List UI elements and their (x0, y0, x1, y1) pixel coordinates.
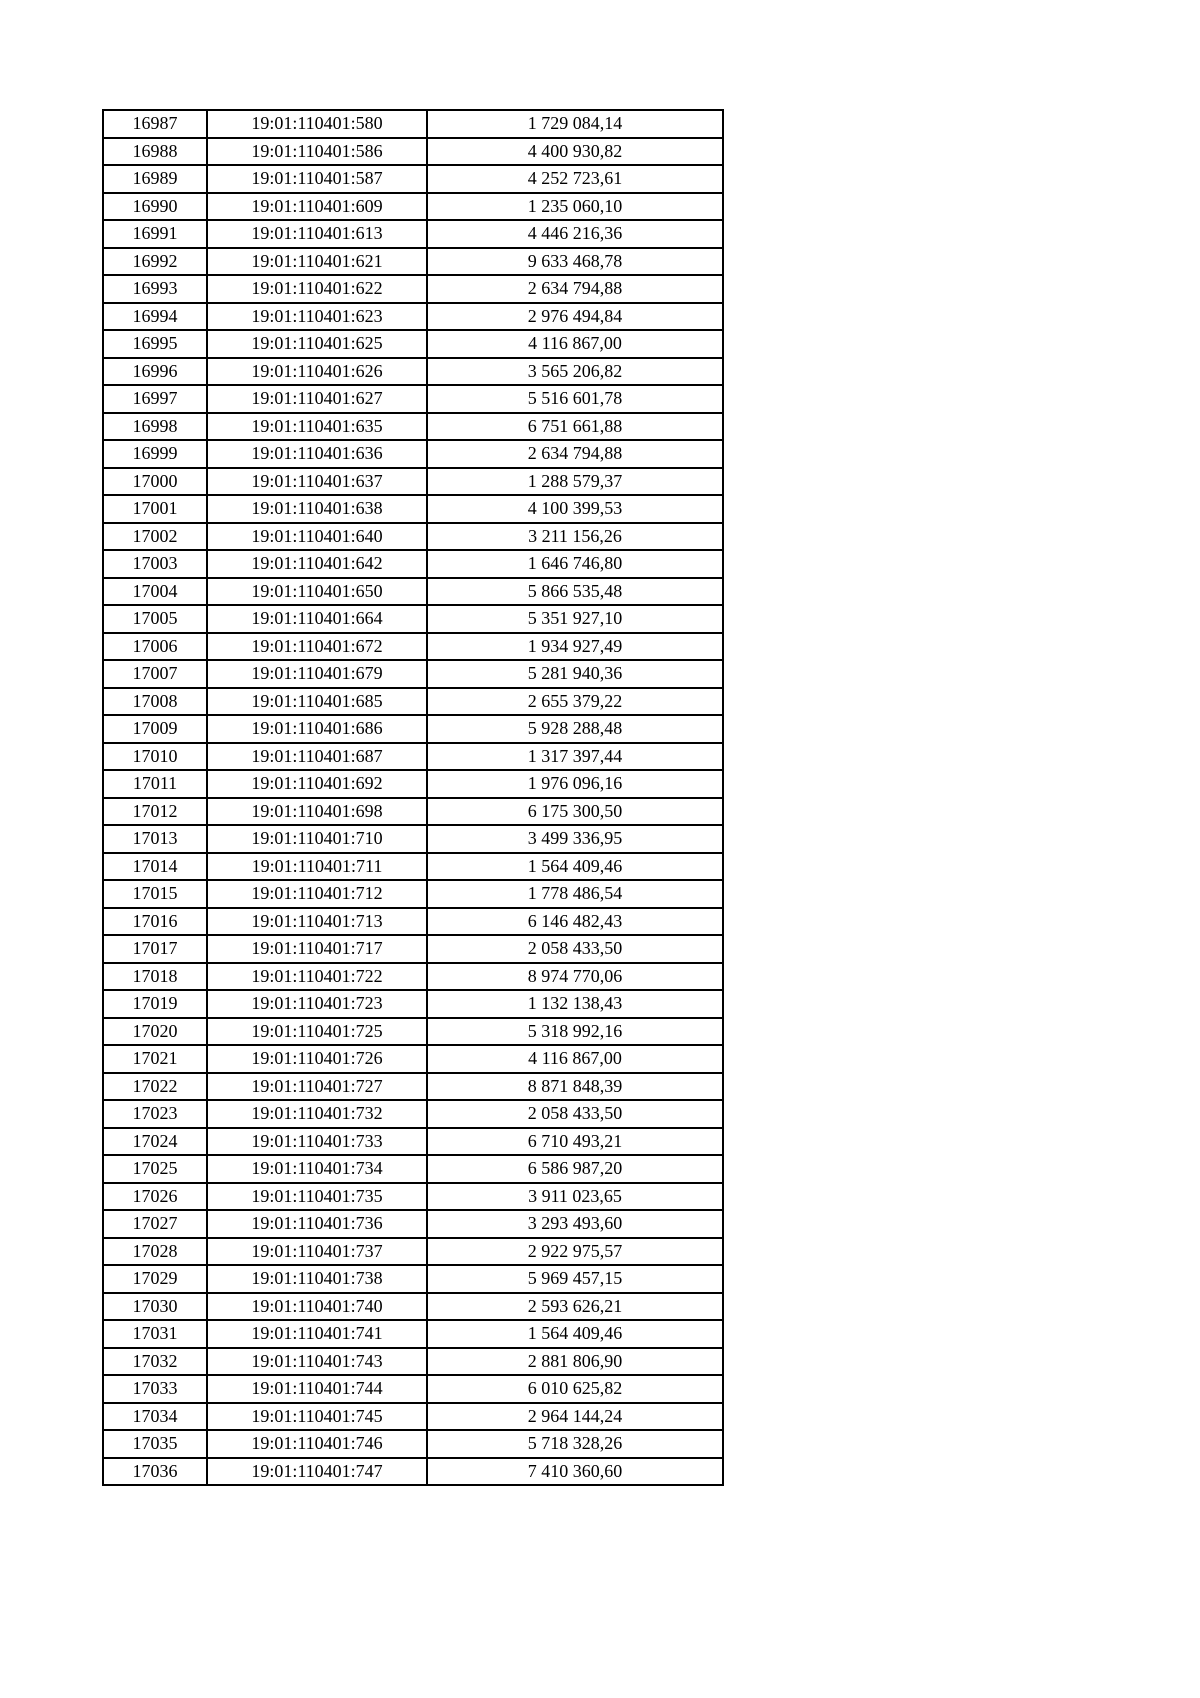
table-row (103, 1320, 723, 1348)
cadastral-number-cell: 19:01:110401:625 (207, 330, 427, 358)
cadastral-value-cell: 2 634 794,88 (427, 440, 723, 468)
cadastral-number-cell: 19:01:110401:672 (207, 633, 427, 661)
table-row (103, 688, 723, 716)
cadastral-number-cell: 19:01:110401:627 (207, 385, 427, 413)
table-row (103, 330, 723, 358)
cadastral-number-cell: 19:01:110401:744 (207, 1375, 427, 1403)
table-row (103, 908, 723, 936)
row-number-cell: 17004 (103, 578, 207, 606)
cadastral-value-cell: 2 655 379,22 (427, 688, 723, 716)
table-row (103, 1128, 723, 1156)
cadastral-number-cell: 19:01:110401:722 (207, 963, 427, 991)
row-number-cell: 17026 (103, 1183, 207, 1211)
row-number-cell: 16991 (103, 220, 207, 248)
table-row (103, 440, 723, 468)
cadastral-number-cell: 19:01:110401:626 (207, 358, 427, 386)
table-row (103, 798, 723, 826)
cadastral-value-cell: 1 132 138,43 (427, 990, 723, 1018)
table-row (103, 1375, 723, 1403)
row-number-cell: 17029 (103, 1265, 207, 1293)
row-number-cell: 17030 (103, 1293, 207, 1321)
row-number-cell: 17024 (103, 1128, 207, 1156)
table-row (103, 110, 723, 138)
cadastral-value-cell: 5 318 992,16 (427, 1018, 723, 1046)
row-number-cell: 16999 (103, 440, 207, 468)
row-number-cell: 17017 (103, 935, 207, 963)
row-number-cell: 16996 (103, 358, 207, 386)
table-body (103, 110, 723, 1485)
cadastral-number-cell: 19:01:110401:746 (207, 1430, 427, 1458)
cadastral-value-cell: 7 410 360,60 (427, 1458, 723, 1486)
cadastral-number-cell: 19:01:110401:698 (207, 798, 427, 826)
cadastral-number-cell: 19:01:110401:734 (207, 1155, 427, 1183)
cadastral-value-cell: 5 351 927,10 (427, 605, 723, 633)
cadastral-number-cell: 19:01:110401:679 (207, 660, 427, 688)
row-number-cell: 16998 (103, 413, 207, 441)
table-row (103, 935, 723, 963)
cadastral-number-cell: 19:01:110401:685 (207, 688, 427, 716)
cadastral-value-cell: 1 317 397,44 (427, 743, 723, 771)
row-number-cell: 17000 (103, 468, 207, 496)
cadastral-value-cell: 5 866 535,48 (427, 578, 723, 606)
table-row (103, 138, 723, 166)
table-row (103, 1018, 723, 1046)
cadastral-number-cell: 19:01:110401:727 (207, 1073, 427, 1101)
table-row (103, 468, 723, 496)
cadastral-number-cell: 19:01:110401:664 (207, 605, 427, 633)
row-number-cell: 17009 (103, 715, 207, 743)
cadastral-value-cell: 2 976 494,84 (427, 303, 723, 331)
table-row (103, 743, 723, 771)
row-number-cell: 17033 (103, 1375, 207, 1403)
cadastral-number-cell: 19:01:110401:686 (207, 715, 427, 743)
cadastral-value-cell: 5 969 457,15 (427, 1265, 723, 1293)
cadastral-value-cell: 5 516 601,78 (427, 385, 723, 413)
cadastral-value-cell: 6 146 482,43 (427, 908, 723, 936)
cadastral-number-cell: 19:01:110401:642 (207, 550, 427, 578)
cadastral-value-cell: 2 922 975,57 (427, 1238, 723, 1266)
cadastral-number-cell: 19:01:110401:623 (207, 303, 427, 331)
row-number-cell: 17025 (103, 1155, 207, 1183)
cadastral-value-cell: 8 871 848,39 (427, 1073, 723, 1101)
row-number-cell: 17008 (103, 688, 207, 716)
table-row (103, 495, 723, 523)
cadastral-number-cell: 19:01:110401:580 (207, 110, 427, 138)
cadastral-value-cell: 1 976 096,16 (427, 770, 723, 798)
cadastral-number-cell: 19:01:110401:637 (207, 468, 427, 496)
table-row (103, 550, 723, 578)
cadastral-number-cell: 19:01:110401:735 (207, 1183, 427, 1211)
table-row (103, 1100, 723, 1128)
table-row (103, 1045, 723, 1073)
cadastral-value-cell: 2 058 433,50 (427, 1100, 723, 1128)
table-row (103, 605, 723, 633)
cadastral-number-cell: 19:01:110401:737 (207, 1238, 427, 1266)
cadastral-number-cell: 19:01:110401:745 (207, 1403, 427, 1431)
cadastral-number-cell: 19:01:110401:621 (207, 248, 427, 276)
table-row (103, 633, 723, 661)
cadastral-value-cell: 4 116 867,00 (427, 330, 723, 358)
row-number-cell: 16993 (103, 275, 207, 303)
cadastral-value-cell: 6 175 300,50 (427, 798, 723, 826)
table-row (103, 880, 723, 908)
row-number-cell: 17019 (103, 990, 207, 1018)
cadastral-number-cell: 19:01:110401:711 (207, 853, 427, 881)
row-number-cell: 17007 (103, 660, 207, 688)
cadastral-number-cell: 19:01:110401:587 (207, 165, 427, 193)
row-number-cell: 17006 (103, 633, 207, 661)
table-row (103, 770, 723, 798)
cadastral-value-cell: 2 881 806,90 (427, 1348, 723, 1376)
row-number-cell: 17003 (103, 550, 207, 578)
cadastral-value-cell: 4 446 216,36 (427, 220, 723, 248)
cadastral-number-cell: 19:01:110401:740 (207, 1293, 427, 1321)
cadastral-number-cell: 19:01:110401:638 (207, 495, 427, 523)
table-row (103, 220, 723, 248)
cadastral-value-cell: 1 235 060,10 (427, 193, 723, 221)
cadastral-number-cell: 19:01:110401:717 (207, 935, 427, 963)
row-number-cell: 17028 (103, 1238, 207, 1266)
table-row (103, 1073, 723, 1101)
row-number-cell: 17034 (103, 1403, 207, 1431)
row-number-cell: 16988 (103, 138, 207, 166)
table-row (103, 303, 723, 331)
cadastral-value-cell: 1 564 409,46 (427, 853, 723, 881)
table-row (103, 1238, 723, 1266)
table-row (103, 660, 723, 688)
row-number-cell: 16987 (103, 110, 207, 138)
cadastral-value-cell: 4 100 399,53 (427, 495, 723, 523)
row-number-cell: 17020 (103, 1018, 207, 1046)
table-row (103, 1430, 723, 1458)
row-number-cell: 17035 (103, 1430, 207, 1458)
cadastral-value-cell: 8 974 770,06 (427, 963, 723, 991)
cadastral-value-cell: 9 633 468,78 (427, 248, 723, 276)
cadastral-number-cell: 19:01:110401:712 (207, 880, 427, 908)
row-number-cell: 17021 (103, 1045, 207, 1073)
cadastral-value-cell: 3 499 336,95 (427, 825, 723, 853)
cadastral-value-cell: 3 211 156,26 (427, 523, 723, 551)
cadastral-number-cell: 19:01:110401:622 (207, 275, 427, 303)
cadastral-value-cell: 6 010 625,82 (427, 1375, 723, 1403)
row-number-cell: 17005 (103, 605, 207, 633)
cadastral-number-cell: 19:01:110401:741 (207, 1320, 427, 1348)
row-number-cell: 17032 (103, 1348, 207, 1376)
row-number-cell: 17022 (103, 1073, 207, 1101)
table-row (103, 715, 723, 743)
cadastral-number-cell: 19:01:110401:636 (207, 440, 427, 468)
cadastral-value-cell: 1 288 579,37 (427, 468, 723, 496)
table-row (103, 990, 723, 1018)
row-number-cell: 16992 (103, 248, 207, 276)
cadastral-number-cell: 19:01:110401:640 (207, 523, 427, 551)
cadastral-value-cell: 3 565 206,82 (427, 358, 723, 386)
cadastral-number-cell: 19:01:110401:733 (207, 1128, 427, 1156)
cadastral-number-cell: 19:01:110401:586 (207, 138, 427, 166)
row-number-cell: 17002 (103, 523, 207, 551)
row-number-cell: 17036 (103, 1458, 207, 1486)
row-number-cell: 17010 (103, 743, 207, 771)
table-row (103, 1155, 723, 1183)
cadastral-value-cell: 1 778 486,54 (427, 880, 723, 908)
cadastral-value-cell: 1 646 746,80 (427, 550, 723, 578)
cadastral-number-cell: 19:01:110401:609 (207, 193, 427, 221)
cadastral-number-cell: 19:01:110401:725 (207, 1018, 427, 1046)
cadastral-number-cell: 19:01:110401:732 (207, 1100, 427, 1128)
cadastral-value-cell: 1 564 409,46 (427, 1320, 723, 1348)
table-row (103, 1403, 723, 1431)
cadastral-value-cell: 1 934 927,49 (427, 633, 723, 661)
cadastral-value-cell: 6 586 987,20 (427, 1155, 723, 1183)
cadastral-value-cell: 6 751 661,88 (427, 413, 723, 441)
cadastral-number-cell: 19:01:110401:747 (207, 1458, 427, 1486)
row-number-cell: 17015 (103, 880, 207, 908)
cadastral-value-cell: 2 593 626,21 (427, 1293, 723, 1321)
row-number-cell: 17031 (103, 1320, 207, 1348)
cadastral-number-cell: 19:01:110401:743 (207, 1348, 427, 1376)
row-number-cell: 17012 (103, 798, 207, 826)
cadastral-number-cell: 19:01:110401:613 (207, 220, 427, 248)
cadastral-value-cell: 2 634 794,88 (427, 275, 723, 303)
row-number-cell: 16994 (103, 303, 207, 331)
table-row (103, 963, 723, 991)
table-row (103, 413, 723, 441)
row-number-cell: 17001 (103, 495, 207, 523)
cadastral-number-cell: 19:01:110401:635 (207, 413, 427, 441)
table-row (103, 1210, 723, 1238)
cadastral-value-cell: 2 964 144,24 (427, 1403, 723, 1431)
table-row (103, 1265, 723, 1293)
row-number-cell: 17014 (103, 853, 207, 881)
cadastral-value-table (102, 109, 724, 1486)
table-row (103, 1458, 723, 1486)
table-row (103, 358, 723, 386)
cadastral-number-cell: 19:01:110401:692 (207, 770, 427, 798)
row-number-cell: 17018 (103, 963, 207, 991)
cadastral-number-cell: 19:01:110401:726 (207, 1045, 427, 1073)
table-row (103, 165, 723, 193)
cadastral-number-cell: 19:01:110401:650 (207, 578, 427, 606)
row-number-cell: 17016 (103, 908, 207, 936)
cadastral-number-cell: 19:01:110401:736 (207, 1210, 427, 1238)
row-number-cell: 17013 (103, 825, 207, 853)
cadastral-value-cell: 5 928 288,48 (427, 715, 723, 743)
cadastral-value-cell: 5 718 328,26 (427, 1430, 723, 1458)
cadastral-number-cell: 19:01:110401:713 (207, 908, 427, 936)
row-number-cell: 17011 (103, 770, 207, 798)
table-row (103, 275, 723, 303)
cadastral-value-cell: 3 911 023,65 (427, 1183, 723, 1211)
cadastral-value-cell: 1 729 084,14 (427, 110, 723, 138)
cadastral-value-cell: 4 116 867,00 (427, 1045, 723, 1073)
cadastral-number-cell: 19:01:110401:738 (207, 1265, 427, 1293)
row-number-cell: 16995 (103, 330, 207, 358)
row-number-cell: 16989 (103, 165, 207, 193)
table-row (103, 385, 723, 413)
cadastral-value-cell: 4 252 723,61 (427, 165, 723, 193)
cadastral-value-cell: 2 058 433,50 (427, 935, 723, 963)
row-number-cell: 17027 (103, 1210, 207, 1238)
cadastral-value-cell: 3 293 493,60 (427, 1210, 723, 1238)
table-row (103, 248, 723, 276)
table-row (103, 1348, 723, 1376)
row-number-cell: 16990 (103, 193, 207, 221)
cadastral-value-cell: 5 281 940,36 (427, 660, 723, 688)
table-row (103, 853, 723, 881)
table-row (103, 578, 723, 606)
cadastral-number-cell: 19:01:110401:687 (207, 743, 427, 771)
table-row (103, 523, 723, 551)
cadastral-number-cell: 19:01:110401:710 (207, 825, 427, 853)
row-number-cell: 16997 (103, 385, 207, 413)
table-row (103, 193, 723, 221)
cadastral-value-cell: 6 710 493,21 (427, 1128, 723, 1156)
cadastral-number-cell: 19:01:110401:723 (207, 990, 427, 1018)
table-row (103, 1183, 723, 1211)
row-number-cell: 17023 (103, 1100, 207, 1128)
cadastral-value-cell: 4 400 930,82 (427, 138, 723, 166)
table-row (103, 825, 723, 853)
table-row (103, 1293, 723, 1321)
